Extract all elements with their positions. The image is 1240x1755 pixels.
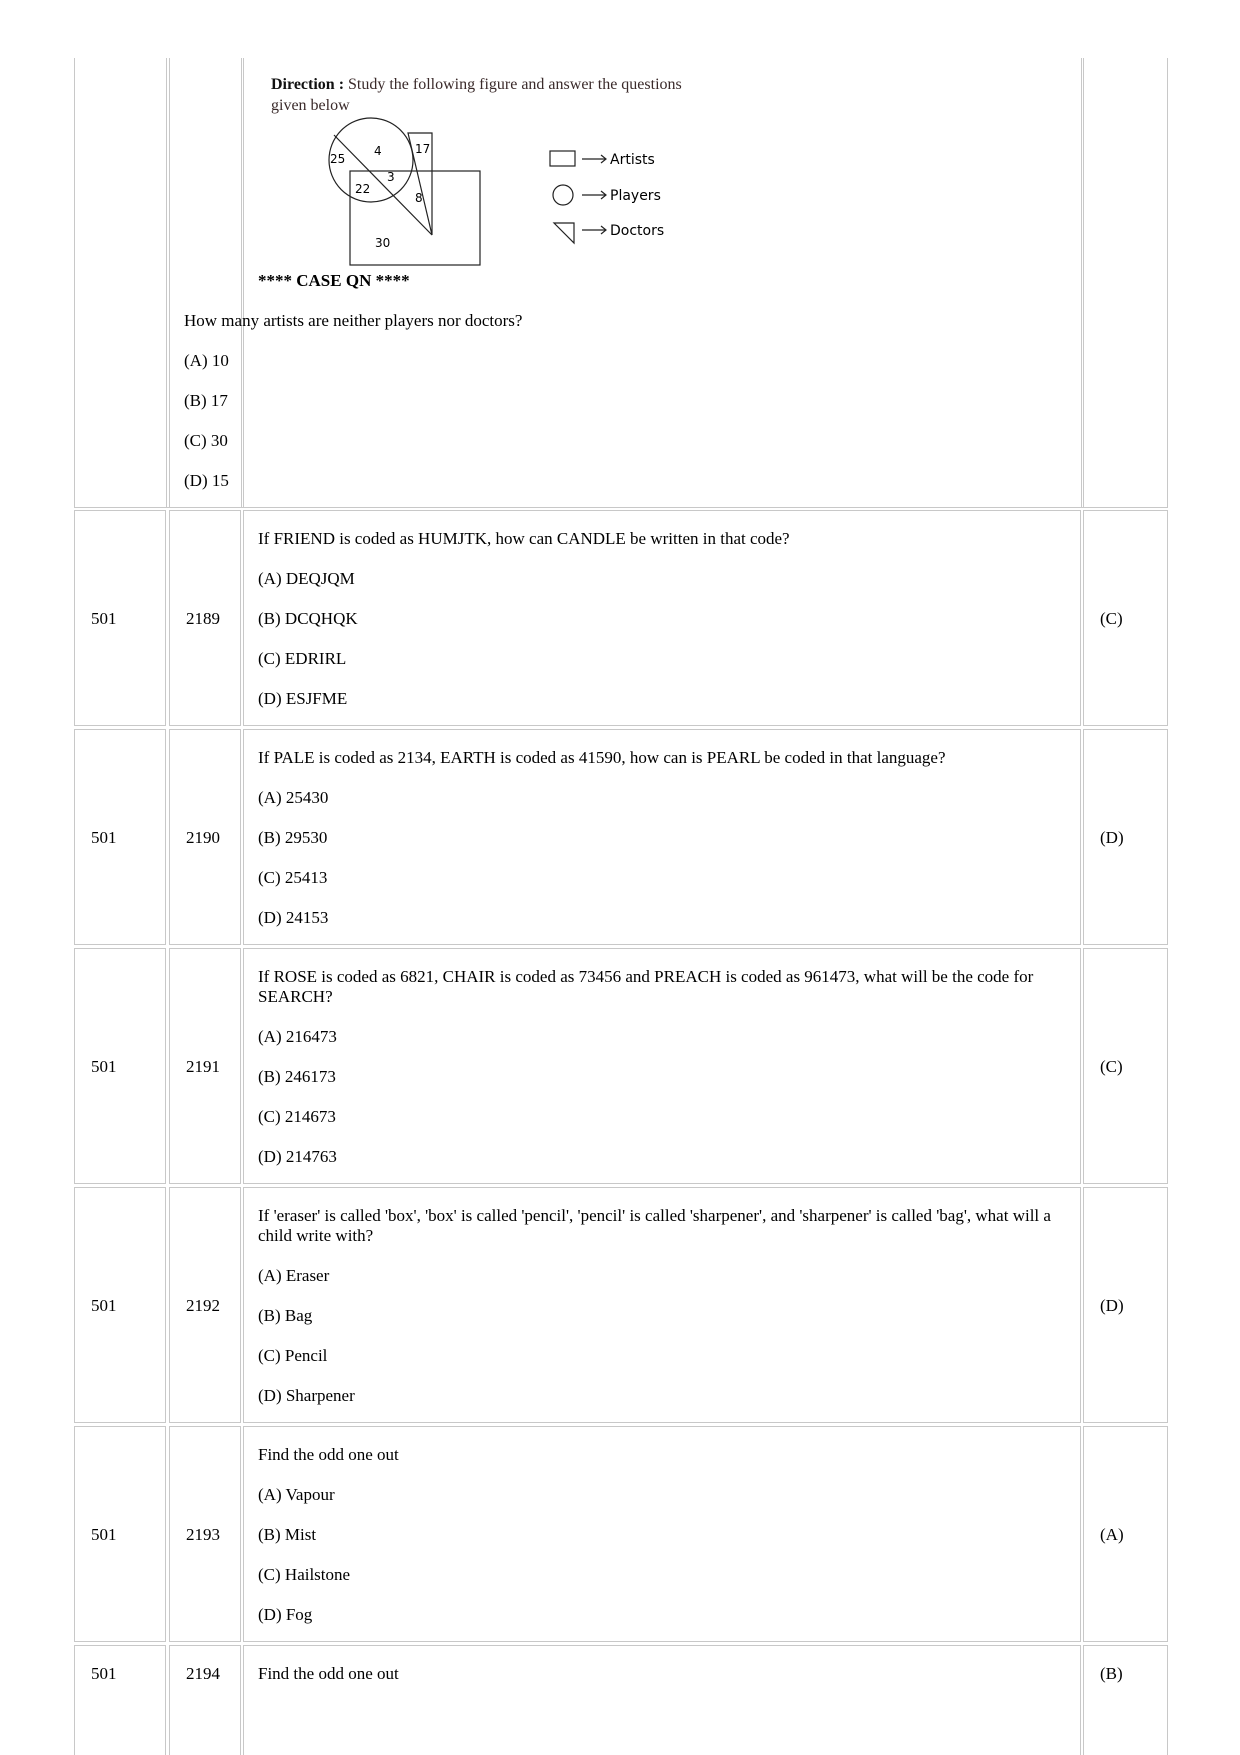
row-option-d: (D) Sharpener	[258, 1386, 355, 1405]
row-option-c: (C) Pencil	[258, 1346, 328, 1365]
row-question-number: 2194	[186, 1664, 220, 1683]
case-option-c: (C) 30	[184, 431, 228, 450]
row-question: If FRIEND is coded as HUMJTK, how can CANDLE be written in that code?	[258, 529, 790, 548]
row-option-a: (A) DEQJQM	[258, 569, 355, 588]
row-col1: 501	[91, 1057, 117, 1076]
row-col1: 501	[91, 609, 117, 628]
row-option-d: (D) 24153	[258, 908, 329, 927]
row-question-number: 2190	[186, 828, 220, 847]
row-option-b: (B) DCQHQK	[258, 609, 358, 628]
legend-label-players: Players	[610, 188, 661, 204]
region-value-4: 4	[374, 144, 382, 158]
row-col1: 501	[91, 828, 117, 847]
row-option-b: (B) Bag	[258, 1306, 313, 1325]
table-row	[74, 510, 1168, 726]
row-question: If 'eraser' is called 'box', 'box' is called 'pencil', 'pencil' is called 'sharpener', and 'sharpener' is called 'bag', what will a child write with?	[258, 1206, 1051, 1245]
row-question-number: 2192	[186, 1296, 220, 1315]
row-question-number: 2189	[186, 609, 220, 628]
row-option-a: (A) Vapour	[258, 1485, 335, 1504]
direction-body: Study the following figure and answer the questions given below	[271, 76, 682, 114]
table-row	[74, 1187, 1168, 1423]
row-option-a: (A) 25430	[258, 788, 329, 807]
row-option-c: (C) 214673	[258, 1107, 336, 1126]
row-option-a: (A) 216473	[258, 1027, 337, 1046]
row-question-number: 2193	[186, 1525, 220, 1544]
table-row	[74, 1426, 1168, 1642]
table-row	[74, 729, 1168, 945]
row-col1: 501	[91, 1296, 117, 1315]
row-answer: (A)	[1100, 1525, 1124, 1544]
row-option-b: (B) 29530	[258, 828, 328, 847]
row-question: Find the odd one out	[258, 1664, 399, 1683]
legend-label-artists: Artists	[610, 152, 655, 168]
row-option-a: (A) Eraser	[258, 1266, 330, 1285]
venn-figure	[320, 115, 680, 270]
direction-text	[271, 74, 711, 116]
row-question: Find the odd one out	[258, 1445, 399, 1464]
case-label: **** CASE QN ****	[258, 271, 410, 290]
legend-label-doctors: Doctors	[610, 223, 665, 239]
case-option-a: (A) 10	[184, 351, 229, 370]
case-question: How many artists are neither players nor doctors?	[184, 311, 523, 330]
row-answer: (B)	[1100, 1664, 1123, 1683]
row-answer: (C)	[1100, 1057, 1123, 1076]
row-question: If ROSE is coded as 6821, CHAIR is coded as 73456 and PREACH is coded as 961473, what will be the code for SEARCH?	[258, 967, 1034, 1006]
region-value-25: 25	[330, 152, 346, 166]
row-option-d: (D) Fog	[258, 1605, 313, 1624]
legend-triangle-icon	[554, 223, 574, 243]
case-option-b: (B) 17	[184, 391, 228, 410]
row-option-c: (C) Hailstone	[258, 1565, 351, 1584]
row-col1: 501	[91, 1525, 117, 1544]
direction-label: Direction :	[271, 76, 345, 93]
row-col1: 501	[91, 1664, 117, 1683]
row-answer: (C)	[1100, 609, 1123, 628]
table-row	[74, 948, 1168, 1184]
row-option-d: (D) 214763	[258, 1147, 337, 1166]
row-option-c: (C) EDRIRL	[258, 649, 347, 668]
row-question-number: 2191	[186, 1057, 220, 1076]
region-value-3: 3	[387, 170, 395, 184]
table-row	[74, 1645, 1168, 1755]
region-value-8: 8	[415, 191, 423, 205]
row-question: If PALE is coded as 2134, EARTH is coded as 41590, how can is PEARL be coded in that language?	[258, 748, 946, 767]
case-option-d: (D) 15	[184, 471, 229, 490]
region-value-22: 22	[355, 182, 371, 196]
row-option-b: (B) 246173	[258, 1067, 336, 1086]
legend-circle-icon	[553, 185, 573, 205]
row-answer: (D)	[1100, 1296, 1124, 1315]
row-answer: (D)	[1100, 828, 1124, 847]
row-option-b: (B) Mist	[258, 1525, 317, 1544]
legend-rectangle-icon	[550, 151, 575, 166]
region-value-30: 30	[375, 236, 391, 250]
row-option-d: (D) ESJFME	[258, 689, 348, 708]
row-option-c: (C) 25413	[258, 868, 328, 887]
region-value-17: 17	[415, 142, 431, 156]
